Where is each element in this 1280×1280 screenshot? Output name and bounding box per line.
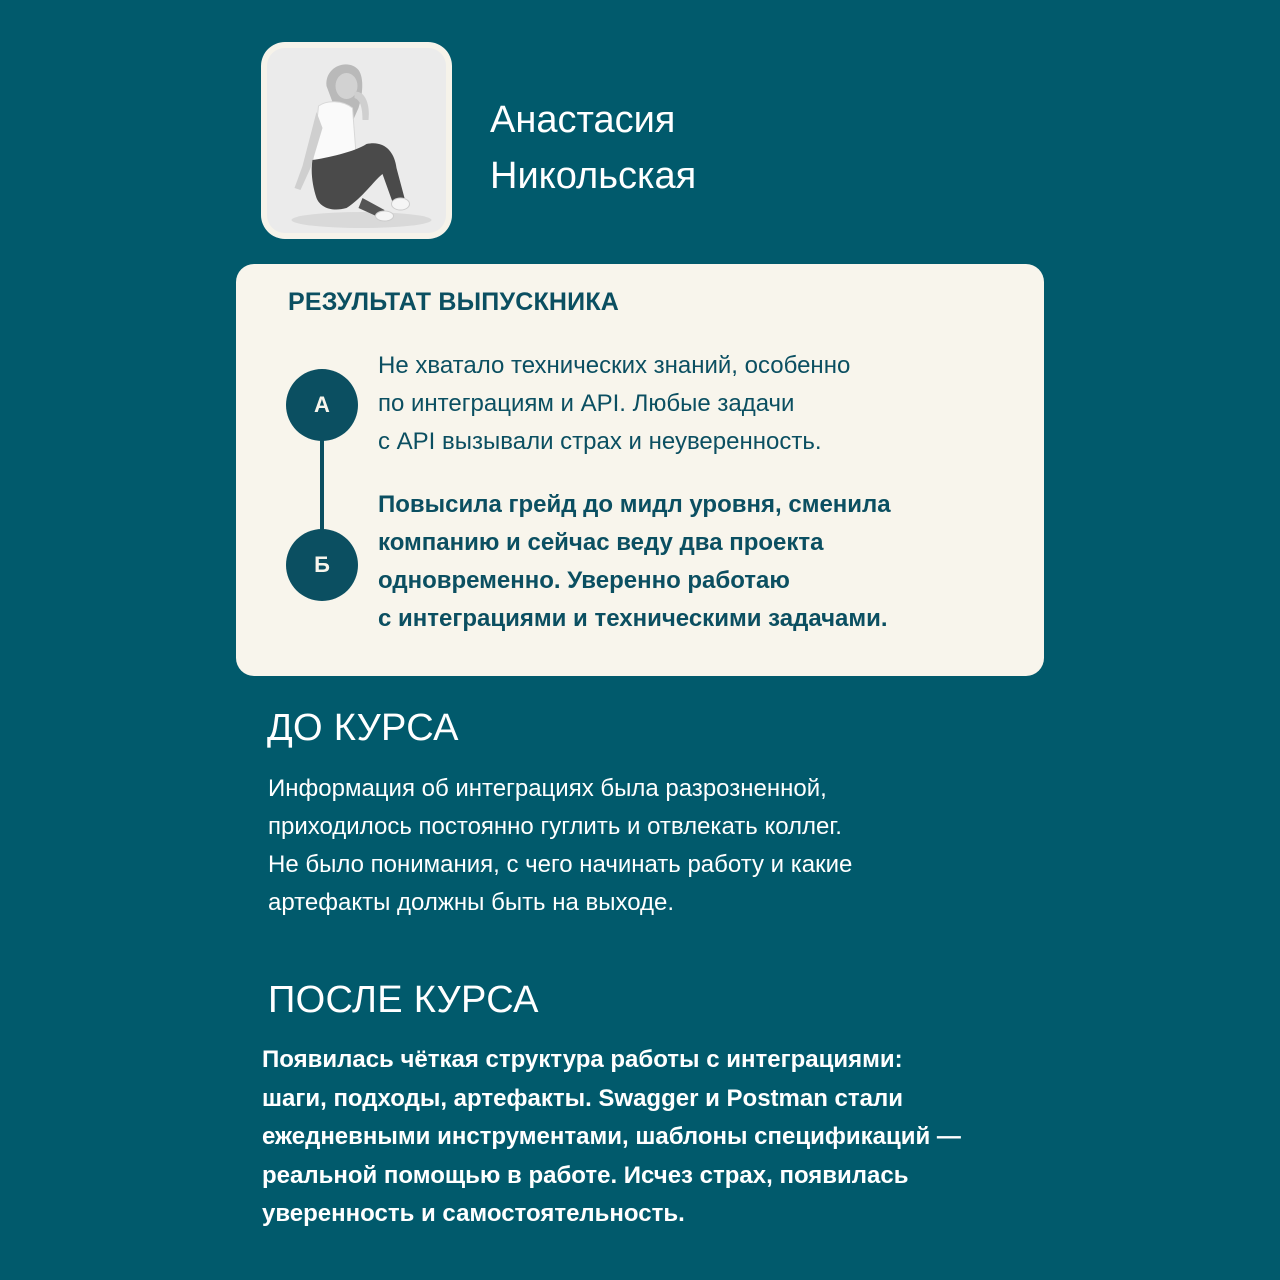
result-card — [236, 264, 1044, 676]
after-course-line: Появилась чёткая структура работы с интеграциями: — [262, 1046, 903, 1073]
step-marker-a-label: А — [314, 392, 330, 417]
avatar — [261, 42, 452, 239]
after-course-line: ежедневными инструментами, шаблоны спецификаций — — [262, 1123, 961, 1150]
after-course-line: реальной помощью в работе. Исчез страх, появилась — [262, 1161, 909, 1189]
step-b-line: с интеграциями и техническими задачами. — [378, 605, 888, 632]
after-course-text — [262, 1041, 961, 1234]
after-course-line: уверенность и самостоятельность. — [262, 1200, 685, 1227]
first-name: Анастасия — [490, 99, 676, 141]
result-card-title: РЕЗУЛЬТАТ ВЫПУСКНИКА — [288, 288, 620, 316]
person-photo-icon — [267, 48, 446, 233]
step-marker-a — [286, 369, 358, 441]
step-a-line: по интеграциям и API. Любые задачи — [378, 390, 795, 417]
step-marker-b — [286, 529, 358, 601]
after-course-line: шаги, подходы, артефакты. Swagger и Postman стали — [262, 1084, 904, 1112]
step-a-line: Не хватало технических знаний, особенно — [378, 352, 851, 379]
before-course-line: Информация об интеграциях была разрозненной, — [268, 775, 827, 802]
before-course-line: артефакты должны быть на выходе. — [268, 889, 675, 916]
step-b-line: одновременно. Уверенно работаю — [378, 567, 790, 594]
step-b-line: компанию и сейчас веду два проекта — [378, 529, 824, 556]
graduate-name — [490, 92, 696, 204]
before-course-text — [268, 770, 852, 922]
after-course-heading: ПОСЛЕ КУРСА — [268, 979, 539, 1021]
avatar-photo — [267, 48, 446, 233]
before-course-line: Не было понимания, с чего начинать работу и какие — [268, 851, 853, 878]
step-a-text — [378, 347, 850, 461]
step-b-text — [378, 486, 891, 638]
before-course-heading: ДО КУРСА — [267, 707, 459, 749]
step-b-line: Повысила грейд до мидл уровня, сменила — [378, 491, 891, 518]
last-name: Никольская — [490, 155, 697, 197]
step-a-line: с API вызывали страх и неуверенность. — [378, 428, 822, 455]
before-course-line: приходилось постоянно гуглить и отвлекать коллег. — [268, 813, 842, 840]
step-marker-b-label: Б — [314, 552, 330, 577]
